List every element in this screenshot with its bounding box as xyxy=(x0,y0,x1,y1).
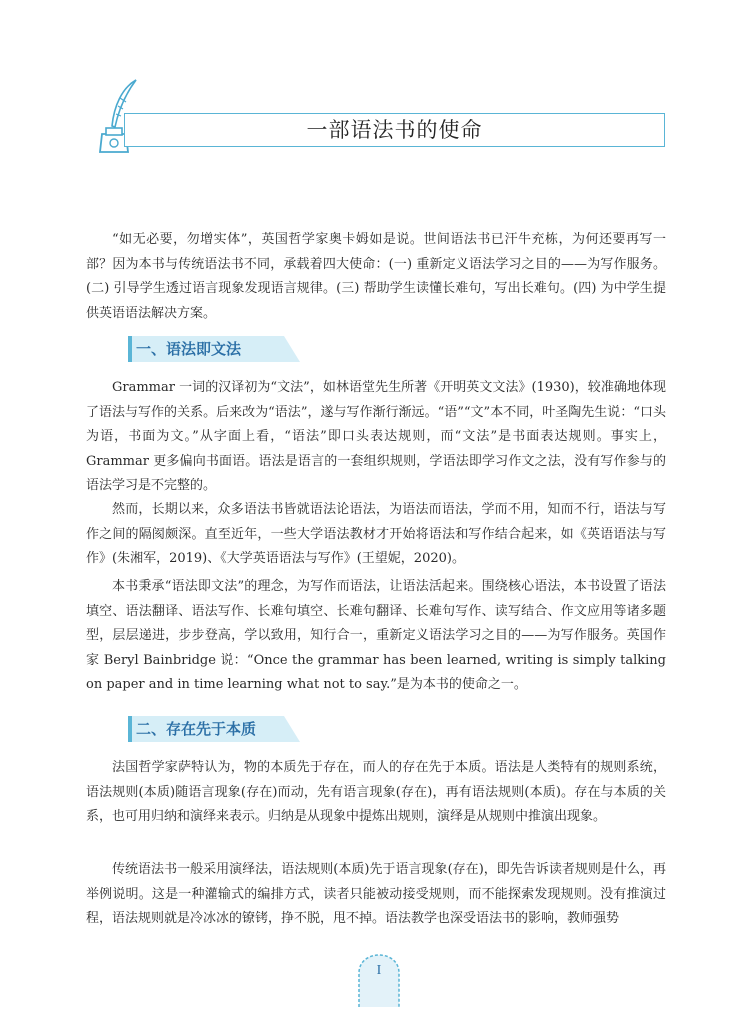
page-number: I xyxy=(376,963,382,978)
paragraph: 本书秉承“语法即文法”的理念，为写作而语法，让语法活起来。围绕核心语法，本书设置了语法填空、语法翻译、语法写作、长难句填空、长难句翻译、长难句写作、读写结合、作文应用等诸多题型，层层递进，步步登高，学以致用，知行合一，重新定义语法学习之目的——为写作服务。英国作家 Beryl Bainbridge 说：“Once the grammar has been learned, writing is simply talking on paper and in time learning what not to say.”是为本书的使命之一。 xyxy=(86,579,666,692)
intro-paragraph: “如无必要，勿增实体”，英国哲学家奥卡姆如是说。世间语法书已汗牛充栋，为何还要再写一部？因为本书与传统语法书不同，承载着四大使命：(一) 重新定义语法学习之目的——为写作服务。(二) 引导学生透过语言现象发现语言规律。(三) 帮助学生读懂长难句，写出长难句。(四) 为中学生提供英语语法解决方案。 xyxy=(86,232,666,321)
section-heading-text: 一、语法即文法 xyxy=(136,340,242,358)
page-title: 一部语法书的使命 xyxy=(306,118,483,142)
section-heading-text: 二、存在先于本质 xyxy=(136,720,257,738)
section-heading-2 xyxy=(128,716,300,742)
section-heading-1 xyxy=(128,336,300,362)
paragraph: Grammar 一词的汉译初为“文法”，如林语堂先生所著《开明英文文法》(1930)，较准确地体现了语法与写作的关系。后来改为“语法”，遂与写作渐行渐远。“语”“文”本不同，叶圣陶先生说：“口头为语，书面为文。”从字面上看，“语法”即口头表达规则，而“文法”是书面表达规则。事实上，Grammar 更多偏向书面语。语法是语言的一套组织规则，学语法即学习作文之法，没有写作参与的语法学习是不完整的。 xyxy=(86,380,666,493)
paragraph: 然而，长期以来，众多语法书皆就语法论语法，为语法而语法，学而不用，知而不行，语法与写作之间的隔阂颇深。直至近年，一些大学语法教材才开始将语法和写作结合起来，如《英语语法与写作》(朱湘军，2019)、《大学英语语法与写作》(王望妮，2020)。 xyxy=(86,502,666,566)
paragraph: 法国哲学家萨特认为，物的本质先于存在，而人的存在先于本质。语法是人类特有的规则系统，语法规则(本质)随语言现象(存在)而动，先有语言现象(存在)，再有语法规则(本质)。存在与本质的关系，也可用归纳和演绎来表示。归纳是从现象中提炼出规则，演绎是从规则中推演出现象。 xyxy=(86,760,666,824)
paragraph: 传统语法书一般采用演绎法，语法规则(本质)先于语言现象(存在)，即先告诉读者规则是什么，再举例说明。这是一种灌输式的编排方式，读者只能被动接受规则，而不能探索发现规则。没有推演过程，语法规则就是冷冰冰的镣铐，挣不脱，甩不掉。语法教学也深受语法书的影响，教师强势 xyxy=(86,862,666,926)
page-number-tab xyxy=(357,953,401,1007)
